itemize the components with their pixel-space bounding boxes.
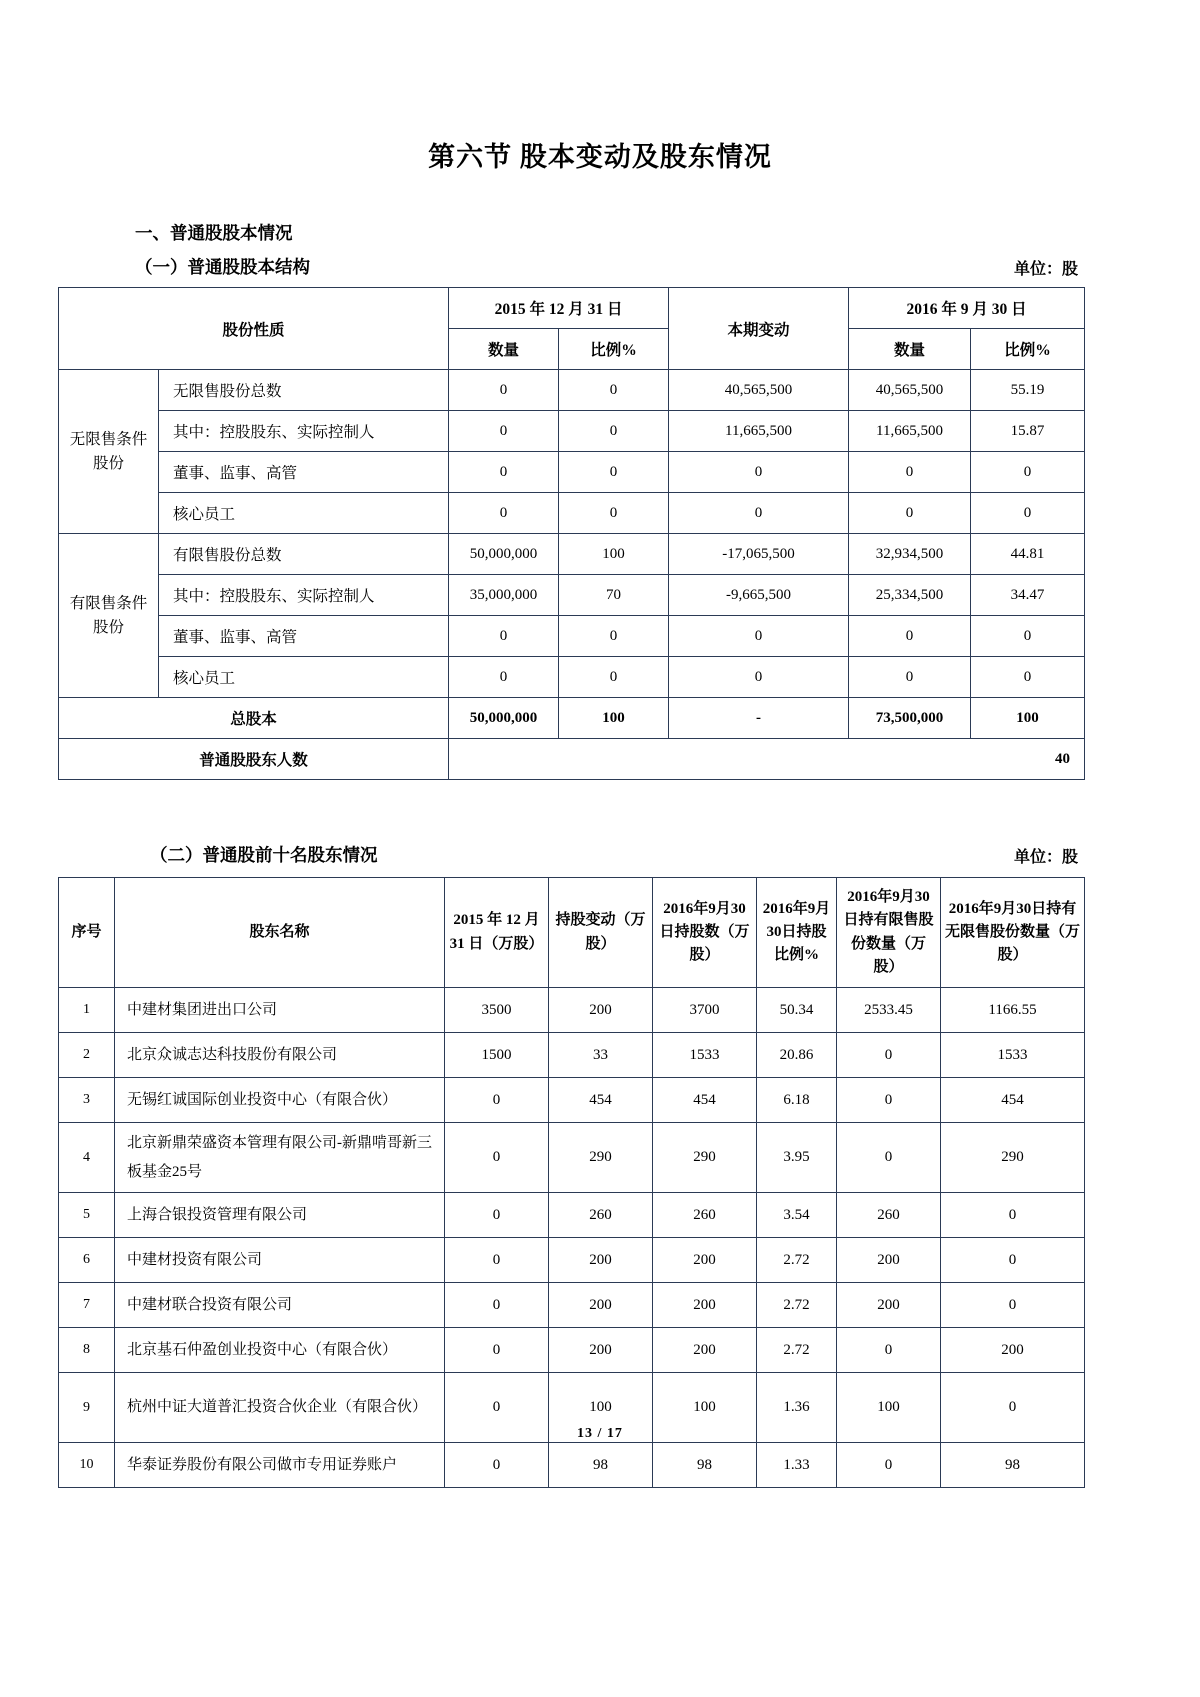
- cell-holding-pct: 6.18: [757, 1078, 837, 1123]
- total-qty-2016: 73,500,000: [849, 698, 971, 739]
- cell-holding-2015: 0: [445, 1193, 549, 1238]
- cell-restricted: 100: [837, 1373, 941, 1443]
- cell-pct-2016: 34.47: [971, 575, 1085, 616]
- cell-pct-2015: 0: [559, 452, 669, 493]
- cell-change: 40,565,500: [669, 370, 849, 411]
- row-label: 无限售股份总数: [159, 370, 449, 411]
- cell-holding-2016: 200: [653, 1238, 757, 1283]
- cell-restricted: 0: [837, 1328, 941, 1373]
- cell-qty-2015: 0: [449, 616, 559, 657]
- cell-shareholder-name: 上海合银投资管理有限公司: [115, 1193, 445, 1238]
- cell-index: 2: [59, 1033, 115, 1078]
- cell-shareholder-name: 杭州中证大道普汇投资合伙企业（有限合伙）: [115, 1373, 445, 1443]
- cell-holding-2016: 200: [653, 1328, 757, 1373]
- header-holding-change: 持股变动（万股）: [549, 878, 653, 988]
- header-nature: 股份性质: [59, 288, 449, 370]
- cell-holding-change: 200: [549, 1238, 653, 1283]
- cell-holding-pct: 50.34: [757, 988, 837, 1033]
- cell-restricted: 2533.45: [837, 988, 941, 1033]
- cell-restricted: 260: [837, 1193, 941, 1238]
- cell-qty-2016: 32,934,500: [849, 534, 971, 575]
- cell-pct-2015: 0: [559, 616, 669, 657]
- header-qty-2015: 数量: [449, 329, 559, 370]
- header-date-2016: 2016 年 9 月 30 日: [849, 288, 1085, 329]
- cell-restricted: 200: [837, 1283, 941, 1328]
- cell-shareholder-name: 无锡红诚国际创业投资中心（有限合伙）: [115, 1078, 445, 1123]
- cell-change: 11,665,500: [669, 411, 849, 452]
- cell-holding-2015: 1500: [445, 1033, 549, 1078]
- row-label: 核心员工: [159, 657, 449, 698]
- cell-qty-2016: 40,565,500: [849, 370, 971, 411]
- share-structure-table: [58, 287, 1085, 780]
- cell-holding-change: 100: [549, 1373, 653, 1443]
- cell-restricted: 0: [837, 1078, 941, 1123]
- row-label: 其中：控股股东、实际控制人: [159, 575, 449, 616]
- cell-qty-2016: 0: [849, 452, 971, 493]
- cell-pct-2015: 0: [559, 370, 669, 411]
- header-pct-2016: 比例%: [971, 329, 1085, 370]
- header-change: 本期变动: [669, 288, 849, 370]
- header-holding-2016: 2016年9月30日持股数（万股）: [653, 878, 757, 988]
- table-row: [59, 1078, 1085, 1123]
- cell-restricted: 200: [837, 1238, 941, 1283]
- cell-holding-2015: 3500: [445, 988, 549, 1033]
- total-pct-2015: 100: [559, 698, 669, 739]
- cell-holding-2016: 200: [653, 1283, 757, 1328]
- row-label: 其中：控股股东、实际控制人: [159, 411, 449, 452]
- cell-qty-2016: 25,334,500: [849, 575, 971, 616]
- cell-index: 6: [59, 1238, 115, 1283]
- cell-index: 8: [59, 1328, 115, 1373]
- table-header-row: [59, 878, 1085, 988]
- cell-unrestricted: 0: [941, 1373, 1085, 1443]
- cell-holding-2015: 0: [445, 1443, 549, 1488]
- row-label: 有限售股份总数: [159, 534, 449, 575]
- cell-shareholder-name: 北京众诚志达科技股份有限公司: [115, 1033, 445, 1078]
- cell-holding-2016: 98: [653, 1443, 757, 1488]
- cell-unrestricted: 1166.55: [941, 988, 1085, 1033]
- cell-shareholder-name: 华泰证券股份有限公司做市专用证券账户: [115, 1443, 445, 1488]
- cell-holding-2015: 0: [445, 1328, 549, 1373]
- table-row: [59, 370, 1085, 411]
- cell-holding-2015: 0: [445, 1238, 549, 1283]
- cell-qty-2015: 35,000,000: [449, 575, 559, 616]
- cell-index: 1: [59, 988, 115, 1033]
- cell-index: 7: [59, 1283, 115, 1328]
- header-unrestricted-shares: 2016年9月30日持有无限售股份数量（万股）: [941, 878, 1085, 988]
- subsection-2-header: [0, 780, 1200, 867]
- cell-holding-change: 200: [549, 1328, 653, 1373]
- cell-holding-2016: 1533: [653, 1033, 757, 1078]
- cell-index: 9: [59, 1373, 115, 1443]
- top-shareholders-table-wrapper: [0, 877, 1200, 1488]
- cell-unrestricted: 0: [941, 1238, 1085, 1283]
- table-row: [59, 1193, 1085, 1238]
- table-row: [59, 411, 1085, 452]
- cell-holding-2016: 260: [653, 1193, 757, 1238]
- section-heading: 一、普通股股本情况: [135, 223, 293, 243]
- cell-holding-pct: 2.72: [757, 1328, 837, 1373]
- cell-holding-pct: 3.54: [757, 1193, 837, 1238]
- cell-change: -9,665,500: [669, 575, 849, 616]
- table-row: [59, 1033, 1085, 1078]
- table-row: [59, 1123, 1085, 1193]
- cell-holding-2016: 290: [653, 1123, 757, 1193]
- table-holders-row: [59, 739, 1085, 780]
- total-label: 总股本: [59, 698, 449, 739]
- cell-unrestricted: 98: [941, 1443, 1085, 1488]
- cell-index: 10: [59, 1443, 115, 1488]
- subsection-2-title: （二）普通股前十名股东情况: [150, 845, 378, 865]
- cell-index: 4: [59, 1123, 115, 1193]
- table-total-row: [59, 698, 1085, 739]
- cell-holding-change: 454: [549, 1078, 653, 1123]
- cell-holding-change: 200: [549, 988, 653, 1033]
- subsection-1-header: [0, 245, 1200, 279]
- cell-qty-2015: 0: [449, 370, 559, 411]
- cell-pct-2016: 44.81: [971, 534, 1085, 575]
- header-shareholder-name: 股东名称: [115, 878, 445, 988]
- cell-unrestricted: 454: [941, 1078, 1085, 1123]
- cell-unrestricted: 200: [941, 1328, 1085, 1373]
- cell-qty-2016: 11,665,500: [849, 411, 971, 452]
- cell-holding-pct: 2.72: [757, 1238, 837, 1283]
- cell-restricted: 0: [837, 1123, 941, 1193]
- cell-pct-2016: 0: [971, 452, 1085, 493]
- page-title: 第六节 股本变动及股东情况: [428, 142, 772, 172]
- cell-holding-2016: 3700: [653, 988, 757, 1033]
- cell-change: -17,065,500: [669, 534, 849, 575]
- cell-holding-2016: 100: [653, 1373, 757, 1443]
- cell-unrestricted: 0: [941, 1193, 1085, 1238]
- top-shareholders-table: [58, 877, 1085, 1488]
- table-row: [59, 616, 1085, 657]
- table-row: [59, 452, 1085, 493]
- cell-holding-change: 33: [549, 1033, 653, 1078]
- cell-pct-2015: 0: [559, 493, 669, 534]
- header-holding-pct-2016: 2016年9月30日持股比例%: [757, 878, 837, 988]
- cell-pct-2016: 0: [971, 493, 1085, 534]
- cell-shareholder-name: 中建材联合投资有限公司: [115, 1283, 445, 1328]
- cell-qty-2016: 0: [849, 616, 971, 657]
- cell-pct-2016: 15.87: [971, 411, 1085, 452]
- share-structure-table-wrapper: [0, 287, 1200, 780]
- cell-holding-2015: 0: [445, 1078, 549, 1123]
- table-row: [59, 493, 1085, 534]
- cell-index: 3: [59, 1078, 115, 1123]
- cell-restricted: 0: [837, 1443, 941, 1488]
- header-pct-2015: 比例%: [559, 329, 669, 370]
- cell-holding-2015: 0: [445, 1283, 549, 1328]
- cell-pct-2015: 0: [559, 657, 669, 698]
- row-label: 董事、监事、高管: [159, 616, 449, 657]
- cell-holding-pct: 20.86: [757, 1033, 837, 1078]
- row-label: 核心员工: [159, 493, 449, 534]
- table-row: [59, 575, 1085, 616]
- holders-label: 普通股股东人数: [59, 739, 449, 780]
- cell-holding-pct: 3.95: [757, 1123, 837, 1193]
- cell-holding-pct: 1.36: [757, 1373, 837, 1443]
- row-label: 董事、监事、高管: [159, 452, 449, 493]
- cell-unrestricted: 290: [941, 1123, 1085, 1193]
- cell-holding-change: 260: [549, 1193, 653, 1238]
- table-header-row: [59, 288, 1085, 329]
- cell-change: 0: [669, 657, 849, 698]
- header-holding-2015: 2015 年 12 月 31 日（万股）: [445, 878, 549, 988]
- group-unrestricted: 无限售条件股份: [59, 370, 159, 534]
- cell-qty-2015: 0: [449, 657, 559, 698]
- cell-pct-2016: 55.19: [971, 370, 1085, 411]
- total-change: -: [669, 698, 849, 739]
- unit-label-2: 单位：股: [1013, 849, 1078, 866]
- cell-unrestricted: 1533: [941, 1033, 1085, 1078]
- cell-holding-change: 98: [549, 1443, 653, 1488]
- cell-restricted: 0: [837, 1033, 941, 1078]
- cell-holding-2015: 0: [445, 1123, 549, 1193]
- header-restricted-shares: 2016年9月30日持有限售股份数量（万股）: [837, 878, 941, 988]
- cell-qty-2016: 0: [849, 493, 971, 534]
- cell-pct-2015: 100: [559, 534, 669, 575]
- cell-qty-2015: 50,000,000: [449, 534, 559, 575]
- cell-index: 5: [59, 1193, 115, 1238]
- table-row: [59, 1238, 1085, 1283]
- cell-shareholder-name: 中建材集团进出口公司: [115, 988, 445, 1033]
- cell-qty-2015: 0: [449, 452, 559, 493]
- total-qty-2015: 50,000,000: [449, 698, 559, 739]
- cell-qty-2016: 0: [849, 657, 971, 698]
- table-row: [59, 657, 1085, 698]
- cell-pct-2015: 70: [559, 575, 669, 616]
- cell-shareholder-name: 北京新鼎荣盛资本管理有限公司-新鼎啃哥新三板基金25号: [115, 1123, 445, 1193]
- header-date-2015: 2015 年 12 月 31 日: [449, 288, 669, 329]
- cell-pct-2016: 0: [971, 657, 1085, 698]
- cell-shareholder-name: 中建材投资有限公司: [115, 1238, 445, 1283]
- header-qty-2016: 数量: [849, 329, 971, 370]
- header-index: 序号: [59, 878, 115, 988]
- table-row: [59, 1283, 1085, 1328]
- subsection-1-title: （一）普通股股本结构: [135, 257, 310, 277]
- total-pct-2016: 100: [971, 698, 1085, 739]
- page-number: 13 / 17: [577, 1426, 623, 1441]
- holders-value: 40: [449, 739, 1085, 780]
- cell-pct-2016: 0: [971, 616, 1085, 657]
- table-row: [59, 988, 1085, 1033]
- cell-qty-2015: 0: [449, 493, 559, 534]
- group-restricted: 有限售条件股份: [59, 534, 159, 698]
- cell-holding-change: 200: [549, 1283, 653, 1328]
- cell-change: 0: [669, 452, 849, 493]
- cell-holding-pct: 1.33: [757, 1443, 837, 1488]
- table-row: [59, 1328, 1085, 1373]
- cell-holding-2015: 0: [445, 1373, 549, 1443]
- cell-change: 0: [669, 616, 849, 657]
- cell-unrestricted: 0: [941, 1283, 1085, 1328]
- table-row: [59, 1443, 1085, 1488]
- unit-label-1: 单位：股: [1013, 261, 1078, 278]
- cell-pct-2015: 0: [559, 411, 669, 452]
- cell-change: 0: [669, 493, 849, 534]
- cell-holding-2016: 454: [653, 1078, 757, 1123]
- cell-qty-2015: 0: [449, 411, 559, 452]
- cell-shareholder-name: 北京基石仲盈创业投资中心（有限合伙）: [115, 1328, 445, 1373]
- cell-holding-pct: 2.72: [757, 1283, 837, 1328]
- table-row: [59, 534, 1085, 575]
- cell-holding-change: 290: [549, 1123, 653, 1193]
